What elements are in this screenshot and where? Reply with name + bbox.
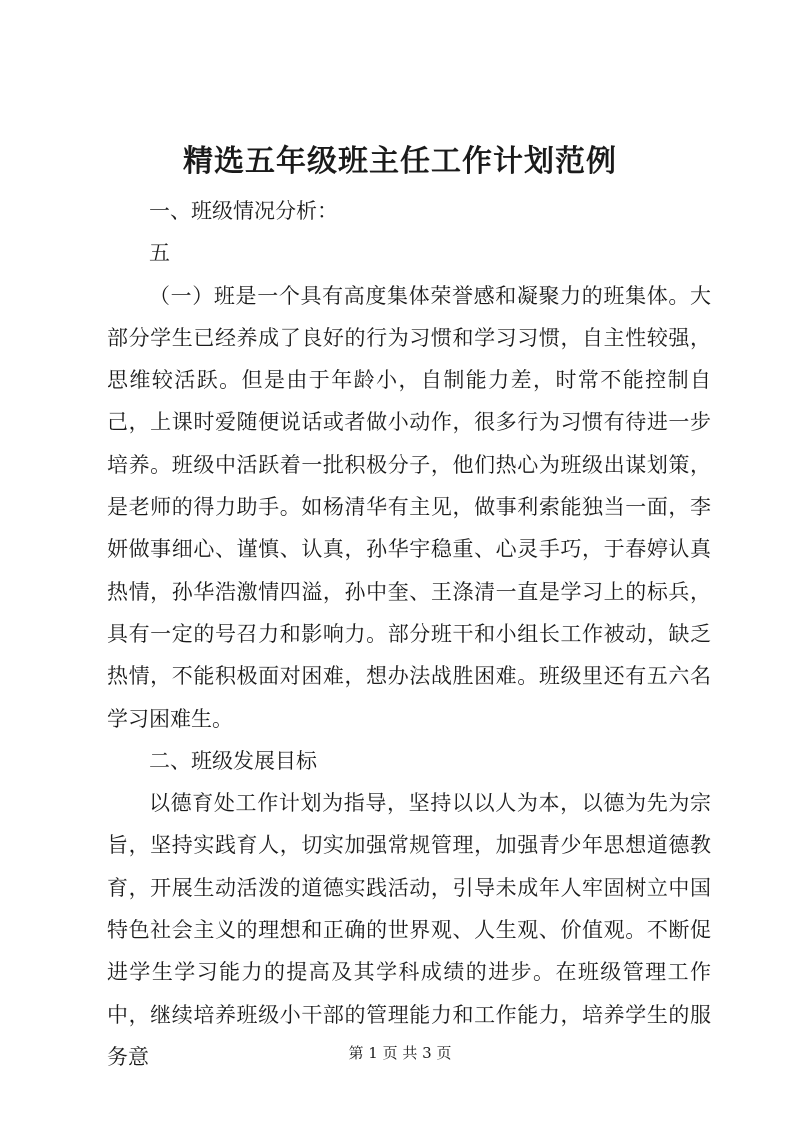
paragraph-class-description: （一）班是一个具有高度集体荣誉感和凝聚力的班集体。大部分学生已经养成了良好的行为习惯和学习习惯，自主性较强，思维较活跃。但是由于年龄小，自制能力差，时常不能控制自己，上课时爱随便说话或者做小动作，很多行为习惯有待进一步培养。班级中活跃着一批积极分子，他们热心为班级出谋划策，是老师的得力助手。如杨清华有主见，做事利索能独当一面，李妍做事细心、谨慎、认真，孙华宇稳重、心灵手巧，于春婷认真热情，孙华浩激情四溢，孙中奎、王涤清一直是学习上的标兵，具有一定的号召力和影响力。部分班干和小组长工作被动，缺乏热情，不能积极面对困难，想办法战胜困难。班级里还有五六名学习困难生。 xyxy=(107,283,711,731)
paragraph-development-goals: 以德育处工作计划为指导，坚持以以人为本，以德为先为宗旨，坚持实践育人，切实加强常规管理，加强青少年思想道德教育，开展生动活泼的道德实践活动，引导未成年人牢固树立中国特色社会主义的理想和正确的世界观、人生观、价值观。不断促进学生学习能力的提高及其学科成绩的进步。在班级管理工作中，继续培养班级小干部的管理能力和工作能力，培养学生的服务意 xyxy=(107,791,711,1069)
page-number-footer: 第 1 页 共 3 页 xyxy=(348,1044,452,1062)
document-body xyxy=(107,190,711,1078)
document-title: 精选五年级班主任工作计划范例 xyxy=(183,144,617,179)
section-heading-development-goals: 二、班级发展目标 xyxy=(149,748,317,773)
paragraph-grade-five: 五 xyxy=(149,241,170,266)
section-heading-class-analysis: 一、班级情况分析： xyxy=(149,199,338,223)
